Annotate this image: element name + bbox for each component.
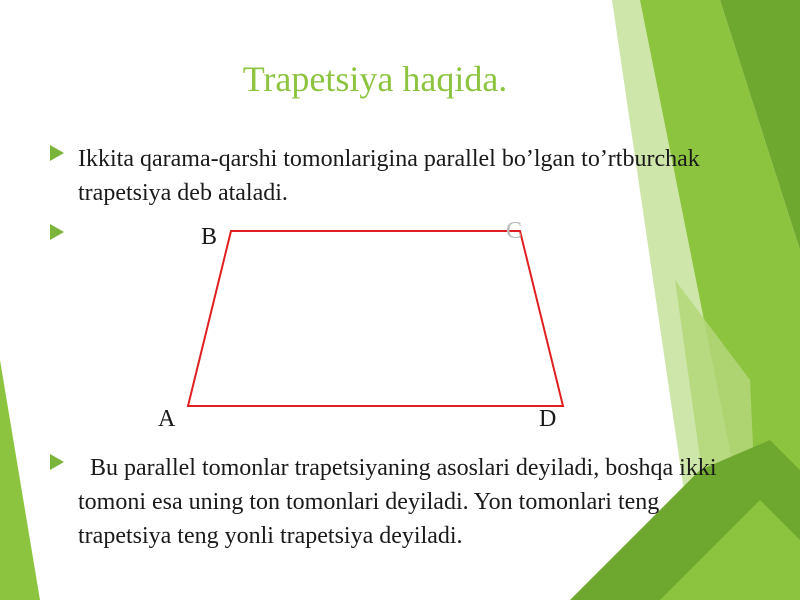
trapezoid-shape bbox=[188, 231, 563, 406]
bullet-arrow-icon bbox=[50, 454, 64, 470]
vertex-label-a: A bbox=[158, 406, 176, 432]
vertex-label-d: D bbox=[539, 406, 557, 432]
slide-title: Trapetsiya haqida. bbox=[242, 59, 508, 99]
vertex-label-b: B bbox=[201, 224, 218, 250]
bullet-text-definition: Ikkita qarama-qarshi tomonlarigina parallel bo’lgan to’rtburchak trapetsiya deb ataladi. bbox=[78, 146, 700, 206]
vertex-label-c: C bbox=[506, 218, 523, 244]
bullet-text-bases: Bu parallel tomonlar trapetsiyaning asoslari deyiladi, boshqa ikki tomoni esa uning ton tomonlari deyiladi. Yon tomonlari teng trapetsiya teng yonli trapetsiya deyiladi. bbox=[78, 455, 723, 549]
